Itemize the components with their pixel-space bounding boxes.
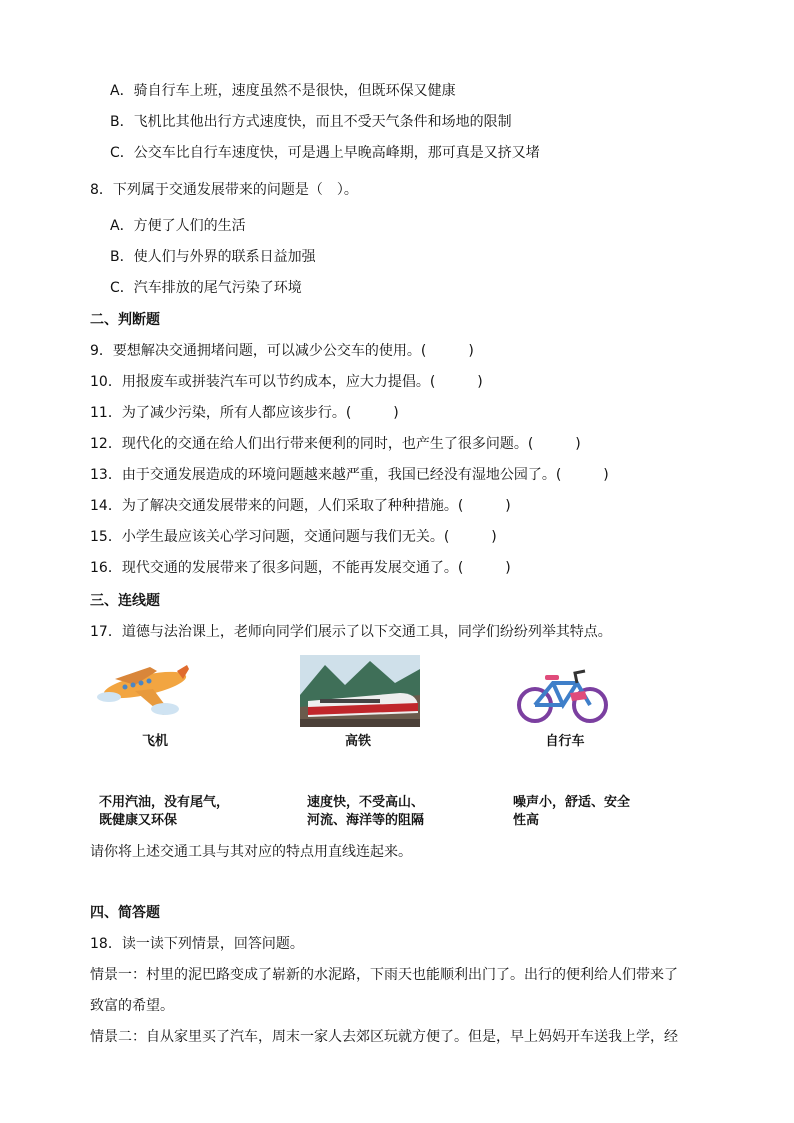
q17-instruction: 请你将上述交通工具与其对应的特点用直线连起来。 xyxy=(90,844,412,860)
q7-option-c: C．公交车比自行车速度快，可是遇上早晚高峰期，那可真是又挤又堵 xyxy=(110,145,540,161)
q7-option-b: B．飞机比其他出行方式速度快，而且不受天气条件和场地的限制 xyxy=(110,114,512,130)
section3-title: 三、连线题 xyxy=(90,593,160,609)
q8-option-c: C．汽车排放的尾气污染了环境 xyxy=(110,280,302,296)
q16: 16．现代交通的发展带来了很多问题，不能再发展交通了。( ) xyxy=(90,560,511,576)
high-speed-train-image xyxy=(300,655,420,727)
q17-stem: 17．道德与法治课上，老师向同学们展示了以下交通工具，同学们纷纷列举其特点。 xyxy=(90,624,612,640)
q12: 12．现代化的交通在给人们出行带来便利的同时，也产生了很多问题。( ) xyxy=(90,436,581,452)
feature-eco: 不用汽油，没有尾气， 既健康又环保 xyxy=(99,795,230,828)
scene2-line1: 情景二：自从家里买了汽车，周末一家人去郊区玩就方便了。但是，早上妈妈开车送我上学，经 xyxy=(90,1029,678,1045)
q9: 9．要想解决交通拥堵问题，可以减少公交车的使用。( ) xyxy=(90,343,474,359)
q8-option-b: B．使人们与外界的联系日益加强 xyxy=(110,249,316,265)
q18-stem: 18．读一读下列情景，回答问题。 xyxy=(90,936,304,952)
airplane-image xyxy=(95,665,195,725)
vehicle-label-high-speed-train: 高铁 xyxy=(344,734,371,749)
q11: 11．为了减少污染，所有人都应该步行。( ) xyxy=(90,405,399,421)
q14: 14．为了解决交通发展带来的问题，人们采取了种种措施。( ) xyxy=(90,498,511,514)
vehicle-label-airplane: 飞机 xyxy=(141,734,168,749)
q13: 13．由于交通发展造成的环境问题越来越严重，我国已经没有湿地公园了。( ) xyxy=(90,467,609,483)
section2-title: 二、判断题 xyxy=(90,312,160,328)
q10: 10．用报废车或拼装汽车可以节约成本，应大力提倡。( ) xyxy=(90,374,483,390)
scene1-line1: 情景一：村里的泥巴路变成了崭新的水泥路，下雨天也能顺利出门了。出行的便利给人们带来了 xyxy=(90,967,678,983)
bicycle-image xyxy=(515,665,610,725)
section4-title: 四、简答题 xyxy=(90,905,160,921)
q15: 15．小学生最应该关心学习问题，交通问题与我们无关。( ) xyxy=(90,529,497,545)
q8-stem: 8．下列属于交通发展带来的问题是（ ）。 xyxy=(90,182,358,198)
feature-quiet: 噪声小，舒适、安全 性高 xyxy=(513,795,631,828)
q8-option-a: A．方便了人们的生活 xyxy=(110,218,246,234)
q7-option-a: A．骑自行车上班，速度虽然不是很快，但既环保又健康 xyxy=(110,83,456,99)
scene1-line2: 致富的希望。 xyxy=(90,998,174,1014)
vehicle-label-bicycle: 自行车 xyxy=(545,734,585,749)
feature-fast: 速度快，不受高山、 河流、海洋等的阻隔 xyxy=(307,795,425,828)
